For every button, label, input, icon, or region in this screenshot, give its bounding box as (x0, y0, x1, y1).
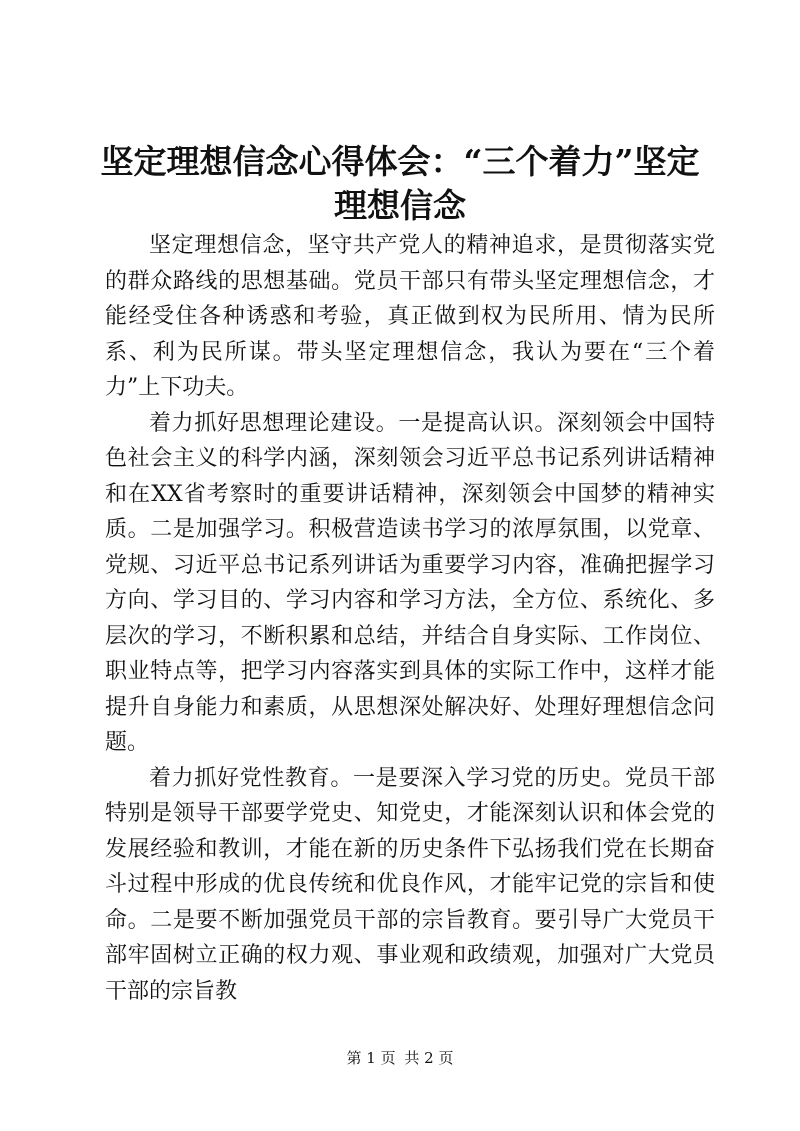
paragraph-party-education: 着力抓好党性教育。一是要深入学习党的历史。党员干部特别是领导干部要学党史、知党史，才能深刻认识和体会党的发展经验和教训，才能在新的历史条件下弘扬我们党在长期奋斗过程中形成的优良传统和优良作风，才能牢记党的宗旨和使命。二是要不断加强党员干部的宗旨教育。要引导广大党员干部牢固树立正确的权力观、事业观和政绩观，加强对广大党员干部的宗旨教 (105, 765, 715, 1004)
page-footer (0, 1048, 800, 1068)
paragraph-theory: 着力抓好思想理论建设。一是提高认识。深刻领会中国特色社会主义的科学内涵，深刻领会习近平总书记系列讲话精神和在XX省考察时的重要讲话精神，深刻领会中国梦的精神实质。二是加强学习。积极营造读书学习的浓厚氛围，以党章、党规、习近平总书记系列讲话为重要学习内容，准确把握学习方向、学习目的、学习内容和学习方法，全方位、系统化、多层次的学习，不断积累和总结，并结合自身实际、工作岗位、职业特点等，把学习内容落实到具体的实际工作中，这样才能提升自身能力和素质，从思想深处解决好、处理好理想信念问题。 (105, 410, 715, 755)
page-title: 坚定理想信念心得体会：“三个着力”坚定理想信念 (100, 142, 700, 225)
document-body (105, 228, 715, 1009)
page-number: 第 1 页 (346, 1049, 396, 1067)
paragraph-intro: 坚定理想信念，坚守共产党人的精神追求，是贯彻落实党的群众路线的思想基础。党员干部只有带头坚定理想信念，才能经受住各种诱惑和考验，真正做到权为民所用、情为民所系、利为民所谋。带头坚定理想信念，我认为要在“三个着力”上下功夫。 (105, 233, 715, 400)
page-total: 共 2 页 (404, 1049, 454, 1067)
